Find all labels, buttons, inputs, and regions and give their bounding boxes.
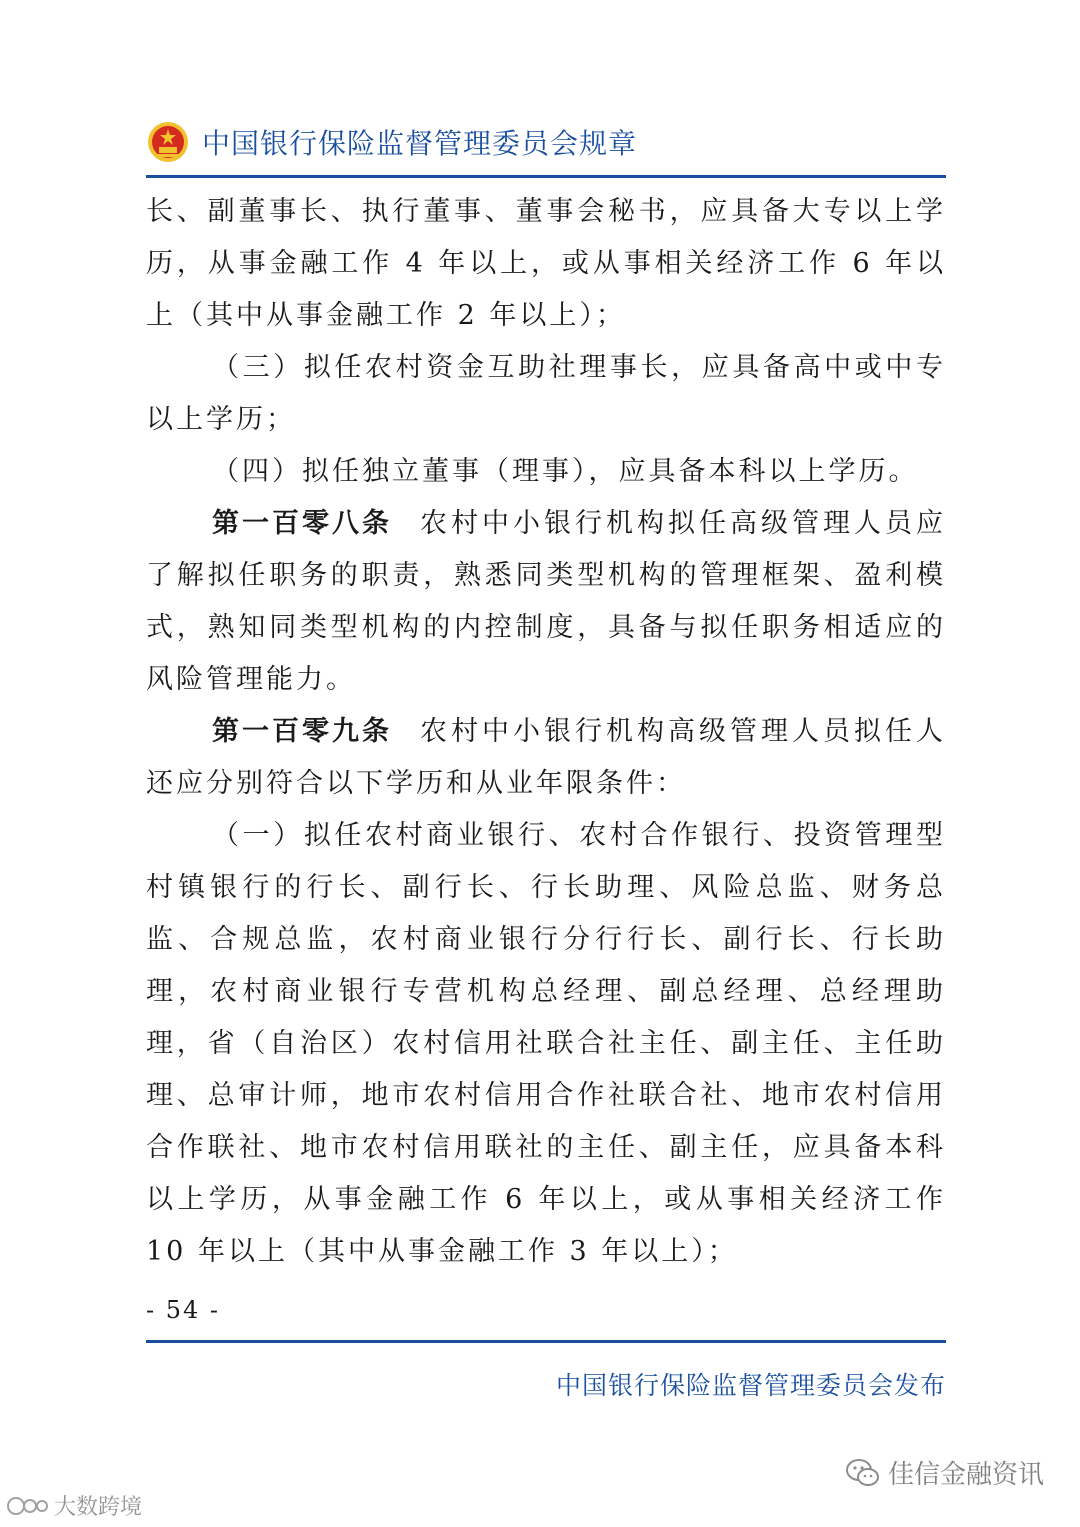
paragraph — [146, 446, 946, 498]
paragraph-text: （三）拟任农村资金互助社理事长，应具备高中或中专以上学历； — [146, 352, 946, 435]
page-header — [146, 112, 946, 172]
paragraph — [146, 810, 946, 1278]
paragraph — [146, 706, 946, 810]
article-heading: 第一百零九条 — [212, 716, 392, 747]
wechat-icon — [846, 1458, 880, 1488]
watermark-right — [846, 1454, 1044, 1491]
publisher-label: 中国银行保险监督管理委员会发布 — [555, 1371, 946, 1400]
watermark-right-text: 佳信金融资讯 — [887, 1460, 1044, 1490]
brand-logo-icon — [6, 1494, 50, 1518]
paragraph-text: 农村中小银行机构拟任高级管理人员应了解拟任职务的职责，熟悉同类型机构的管理框架、盈利模式，熟知同类型机构的内控制度，具备与拟任职务相适应的风险管理能力。 — [146, 508, 946, 695]
paragraph — [146, 498, 946, 706]
paragraph — [146, 342, 946, 446]
paragraph-text: （四）拟任独立董事（理事），应具备本科以上学历。 — [212, 456, 919, 487]
paragraph-text: （一）拟任农村商业银行、农村合作银行、投资管理型村镇银行的行长、副行长、行长助理、风险总监、财务总监、合规总监，农村商业银行分行行长、副行长、行长助理，农村商业银行专营机构总经理、副总经理、总经理助理，省（自治区）农村信用社联合社主任、副主任、主任助理、总审计师，地市农村信用合作社联合社、地市农村信用合作联社、地市农村信用联社的主任、副主任，应具备本科以上学历，从事金融工作 6 年以上，或从事相关经济工作 10 年以上（其中从事金融工作 3 年以上）； — [146, 820, 946, 1267]
article-heading: 第一百零八条 — [212, 508, 392, 539]
watermark-left — [6, 1490, 142, 1521]
footer-divider — [146, 1340, 946, 1343]
paragraph-text: 长、副董事长、执行董事、董事会秘书，应具备大专以上学历，从事金融工作 4 年以上，或从事相关经济工作 6 年以上（其中从事金融工作 2 年以上）； — [146, 196, 946, 331]
paragraph — [146, 186, 946, 342]
watermark-left-text: 大数跨境 — [54, 1495, 143, 1520]
paragraph-text: 农村中小银行机构高级管理人员拟任人还应分别符合以下学历和从业年限条件： — [146, 716, 946, 799]
page-number: - 54 - — [146, 1296, 221, 1324]
national-emblem-icon — [146, 120, 190, 164]
header-divider — [146, 175, 946, 178]
page-header-title: 中国银行保险监督管理委员会规章 — [202, 127, 638, 160]
document-body — [146, 186, 946, 1278]
